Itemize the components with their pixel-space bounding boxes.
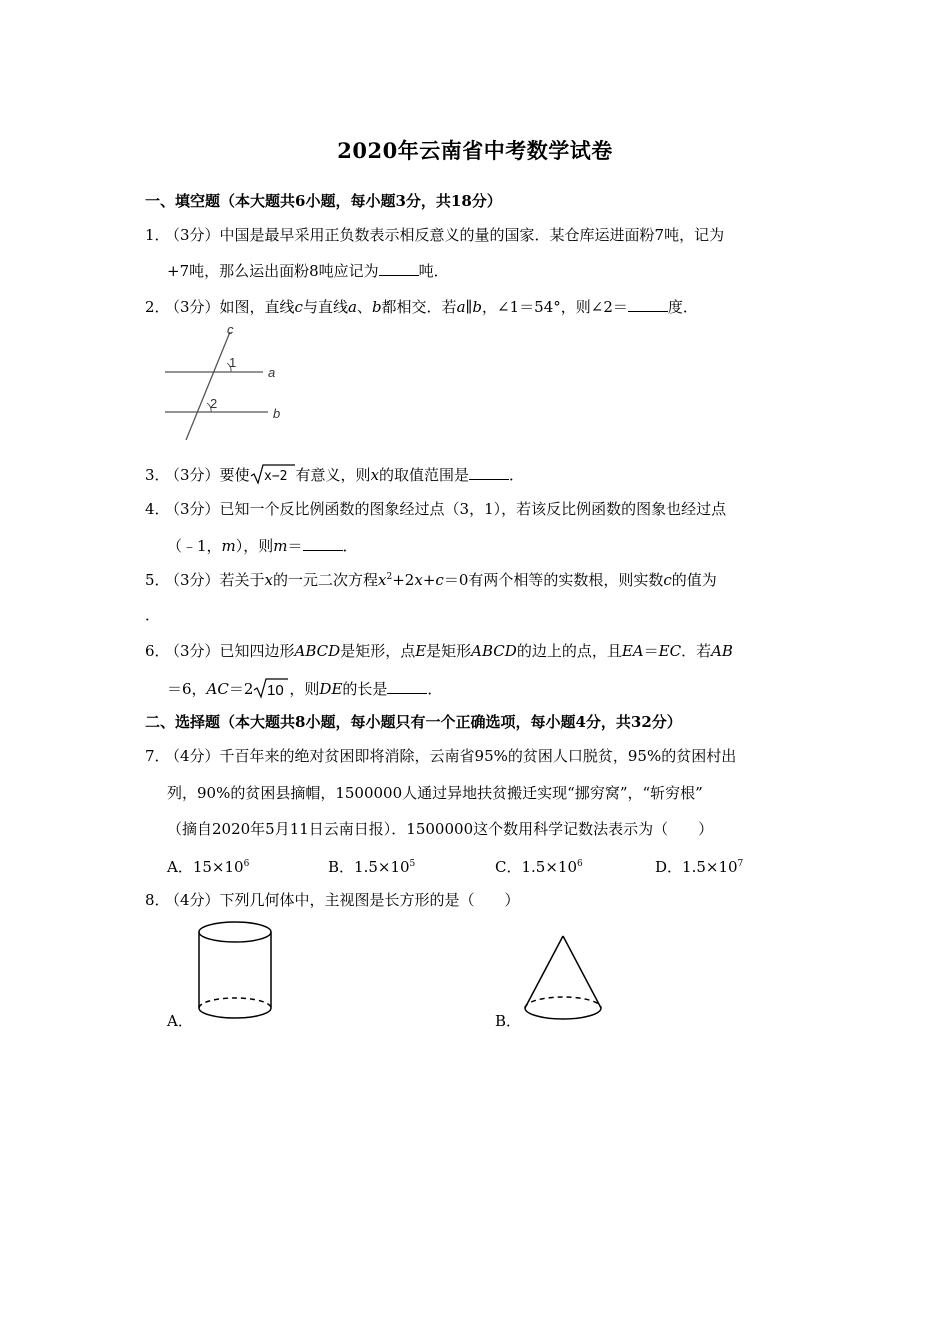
math-var: m bbox=[273, 537, 288, 555]
cone-base-front bbox=[525, 1008, 601, 1019]
math-var: b bbox=[371, 298, 382, 316]
question-text: ．若 bbox=[681, 642, 712, 660]
exponent: 6 bbox=[243, 859, 250, 869]
math-var: AB bbox=[711, 642, 733, 660]
math-var: c bbox=[294, 298, 303, 316]
math-var: EC bbox=[658, 642, 682, 660]
question-number: 4． bbox=[145, 500, 170, 518]
question-7 bbox=[145, 746, 736, 766]
radicand: x−2 bbox=[263, 469, 288, 484]
math-var: x bbox=[378, 571, 387, 589]
question-text: 的边上的点，且 bbox=[516, 642, 622, 660]
answer-blank bbox=[379, 261, 419, 276]
exponent: 2 bbox=[386, 572, 393, 582]
question-text: ． bbox=[145, 606, 161, 624]
choice-label: D． bbox=[655, 858, 683, 876]
section-multiple-choice: 二、选择题（本大题共8小题，每小题只有一个正确选项，每小题4分，共32分） bbox=[145, 713, 682, 731]
exponent: 5 bbox=[409, 859, 416, 869]
question-4 bbox=[145, 499, 726, 519]
math-expr: a∥b bbox=[456, 298, 483, 316]
question-5-cont bbox=[145, 605, 160, 625]
question-text: 的取值范围是 bbox=[379, 466, 470, 484]
math-var: DE bbox=[319, 680, 343, 698]
math-var: EA bbox=[621, 642, 644, 660]
label-angle-2: 2 bbox=[210, 396, 218, 411]
choice-a[interactable]: A． bbox=[167, 1012, 193, 1030]
question-number: 6． bbox=[145, 642, 170, 660]
question-3 bbox=[145, 463, 524, 485]
choice-label: B． bbox=[328, 858, 355, 876]
label-angle-1: 1 bbox=[229, 355, 237, 370]
question-text: （4分）千百年来的绝对贫困即将消除，云南省95%的贫困人口脱贫，95%的贫困村出 bbox=[165, 747, 737, 765]
question-text: ，则 bbox=[289, 680, 320, 698]
question-6-cont bbox=[167, 677, 442, 699]
cone-figure[interactable] bbox=[520, 930, 605, 1025]
question-8 bbox=[145, 890, 520, 910]
question-text: （3分）已知四边形 bbox=[165, 642, 295, 660]
choice-a[interactable] bbox=[167, 856, 249, 877]
question-text: 度． bbox=[667, 298, 698, 316]
parallel-lines-figure bbox=[160, 322, 295, 444]
choice-value: 1.5×10 bbox=[682, 858, 738, 876]
question-4-cont bbox=[167, 536, 358, 556]
choice-value: 1.5×10 bbox=[521, 858, 577, 876]
question-text: ＝ bbox=[287, 537, 303, 555]
question-text: （3分）若关于 bbox=[165, 571, 265, 589]
page-title: 2020年云南省中考数学试卷 bbox=[337, 138, 613, 163]
question-text: 列，90%的贫困县摘帽，1500000人通过异地扶贫搬迁实现“挪穷窝”，“斩穷根” bbox=[167, 784, 703, 802]
question-text: （3分）要使 bbox=[165, 466, 250, 484]
math-expr: +2 bbox=[392, 571, 415, 589]
question-text: 、 bbox=[356, 298, 372, 316]
question-text: ），则 bbox=[235, 537, 274, 555]
question-1 bbox=[145, 225, 724, 245]
exponent: 6 bbox=[577, 859, 583, 869]
question-number: 7． bbox=[145, 747, 170, 765]
choice-c[interactable] bbox=[495, 856, 583, 877]
choice-value: 1.5×10 bbox=[354, 858, 410, 876]
math-var: ABCD bbox=[471, 642, 517, 660]
question-text: （3分）如图，直线 bbox=[165, 298, 295, 316]
question-text: 是矩形，点 bbox=[340, 642, 416, 660]
question-number: 1． bbox=[145, 226, 170, 244]
label-b: b bbox=[273, 406, 281, 421]
question-text: ，∠1＝54°，则∠2＝ bbox=[482, 298, 628, 316]
question-text: ． bbox=[342, 537, 358, 555]
sqrt-expression bbox=[250, 463, 296, 485]
section-fill-in: 一、填空题（本大题共6小题，每小题3分，共18分） bbox=[145, 192, 502, 210]
question-text: 有意义，则 bbox=[295, 466, 371, 484]
math-var: ABCD bbox=[294, 642, 341, 660]
question-5 bbox=[145, 570, 717, 590]
line-c bbox=[186, 332, 230, 440]
question-text: +7吨，那么运出面粉8吨应记为 bbox=[167, 262, 379, 280]
question-text: 的长是 bbox=[342, 680, 388, 698]
math-var: c bbox=[663, 571, 672, 589]
question-text: 吨． bbox=[418, 262, 449, 280]
choice-b[interactable]: B． bbox=[495, 1012, 522, 1030]
question-text: ． bbox=[427, 680, 443, 698]
question-text: （3分）中国是最早采用正负数表示相反意义的量的国家．某仓库运进面粉7吨，记为 bbox=[165, 226, 725, 244]
cylinder-top bbox=[199, 922, 271, 942]
question-text: 与直线 bbox=[302, 298, 348, 316]
choice-label: C． bbox=[495, 858, 522, 876]
math-var: E bbox=[415, 642, 427, 660]
question-text: 都相交．若 bbox=[381, 298, 457, 316]
radicand: 10 bbox=[267, 682, 285, 699]
choice-label: A． bbox=[167, 858, 193, 876]
question-text: （摘自2020年5月11日云南日报）．1500000这个数用科学记数法表示为（ ） bbox=[167, 820, 714, 838]
question-text: （3分）已知一个反比例函数的图象经过点（3，1），若该反比例函数的图象也经过点 bbox=[165, 500, 727, 518]
cylinder-bottom-front bbox=[199, 1008, 271, 1018]
math-var: x bbox=[264, 571, 274, 589]
label-c: c bbox=[227, 322, 234, 337]
sqrt-expression bbox=[253, 677, 289, 699]
cone-left-edge bbox=[525, 936, 563, 1008]
math-var: x bbox=[414, 571, 423, 589]
choice-b[interactable] bbox=[328, 856, 415, 877]
question-number: 5． bbox=[145, 571, 170, 589]
question-text: ＝0有两个相等的实数根，则实数 bbox=[443, 571, 664, 589]
question-text: ＝6， bbox=[167, 680, 207, 698]
question-number: 8． bbox=[145, 891, 170, 909]
cone-base-back bbox=[525, 997, 601, 1008]
label-a: a bbox=[268, 365, 276, 380]
math-var: m bbox=[221, 537, 236, 555]
question-text: ． bbox=[509, 466, 525, 484]
answer-blank bbox=[628, 297, 668, 312]
question-text: 的值为 bbox=[671, 571, 717, 589]
question-7-cont bbox=[167, 819, 713, 839]
cylinder-bottom-back bbox=[199, 998, 271, 1008]
exponent: 7 bbox=[737, 859, 744, 869]
answer-blank bbox=[303, 536, 343, 551]
question-1-cont bbox=[167, 261, 449, 281]
question-text: 的一元二次方程 bbox=[273, 571, 379, 589]
math-var: AC bbox=[206, 680, 229, 698]
math-var: a bbox=[347, 298, 357, 316]
answer-blank bbox=[387, 679, 427, 694]
math-expr: + bbox=[422, 571, 436, 589]
question-6 bbox=[145, 641, 733, 661]
question-text: （﹣1， bbox=[167, 537, 222, 555]
question-number: 2． bbox=[145, 298, 170, 316]
question-text: ＝ bbox=[643, 642, 659, 660]
answer-blank bbox=[469, 465, 509, 480]
cylinder-figure[interactable] bbox=[195, 920, 277, 1022]
math-var: c bbox=[435, 571, 444, 589]
question-text: ＝2 bbox=[228, 680, 254, 698]
choice-value: 15×10 bbox=[192, 858, 244, 876]
question-2 bbox=[145, 297, 698, 317]
math-var: x bbox=[370, 466, 380, 484]
question-number: 3． bbox=[145, 466, 170, 484]
question-7-cont bbox=[167, 783, 703, 803]
question-text: 是矩形 bbox=[426, 642, 472, 660]
question-text: （4分）下列几何体中，主视图是长方形的是（ ） bbox=[165, 891, 520, 909]
choice-d[interactable] bbox=[655, 856, 743, 877]
